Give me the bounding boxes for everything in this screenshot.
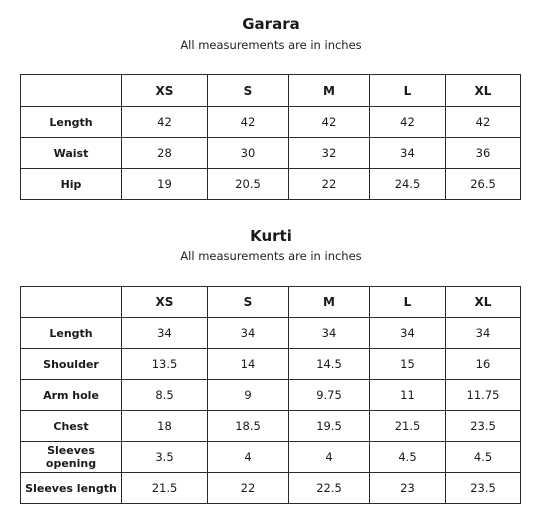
table-row [21, 473, 521, 504]
table-cell: 19.5 [289, 411, 370, 442]
header-cell-m: M [289, 287, 370, 318]
table-cell: 36 [446, 138, 521, 169]
garara-size-table [20, 74, 521, 200]
table-cell: 32 [289, 138, 370, 169]
garara-subtitle: All measurements are in inches [180, 38, 362, 52]
table-row [21, 169, 521, 200]
table-row [21, 138, 521, 169]
table-cell: 34 [370, 318, 446, 349]
table-cell: 11.75 [446, 380, 521, 411]
row-label: Length [21, 107, 122, 138]
table-cell: 23 [370, 473, 446, 504]
kurti-subtitle: All measurements are in inches [180, 249, 362, 263]
header-cell-xs: XS [122, 287, 208, 318]
row-label: Hip [21, 169, 122, 200]
table-row [21, 318, 521, 349]
table-cell: 14.5 [289, 349, 370, 380]
row-label: Length [21, 318, 122, 349]
header-cell-empty [21, 287, 122, 318]
table-cell: 34 [208, 318, 289, 349]
table-row [21, 411, 521, 442]
table-row [21, 107, 521, 138]
table-cell: 23.5 [446, 473, 521, 504]
header-cell-xs: XS [122, 75, 208, 107]
table-cell: 26.5 [446, 169, 521, 200]
table-row [21, 442, 521, 473]
header-cell-s: S [208, 287, 289, 318]
header-cell-xl: XL [446, 75, 521, 107]
kurti-size-table [20, 286, 521, 504]
table-cell: 42 [122, 107, 208, 138]
table-cell: 4 [289, 442, 370, 473]
table-cell: 22 [208, 473, 289, 504]
kurti-title: Kurti [250, 227, 292, 245]
row-label: Arm hole [21, 380, 122, 411]
table-header-row [21, 287, 521, 318]
table-cell: 22.5 [289, 473, 370, 504]
table-cell: 21.5 [122, 473, 208, 504]
table-cell: 9.75 [289, 380, 370, 411]
header-cell-empty [21, 75, 122, 107]
table-cell: 30 [208, 138, 289, 169]
table-header-row [21, 75, 521, 107]
table-cell: 18 [122, 411, 208, 442]
table-cell: 42 [446, 107, 521, 138]
table-cell: 9 [208, 380, 289, 411]
table-cell: 11 [370, 380, 446, 411]
header-cell-s: S [208, 75, 289, 107]
table-row [21, 349, 521, 380]
table-cell: 42 [208, 107, 289, 138]
table-cell: 19 [122, 169, 208, 200]
table-cell: 20.5 [208, 169, 289, 200]
table-cell: 42 [289, 107, 370, 138]
header-cell-m: M [289, 75, 370, 107]
table-cell: 8.5 [122, 380, 208, 411]
table-cell: 34 [122, 318, 208, 349]
row-label: Waist [21, 138, 122, 169]
table-cell: 42 [370, 107, 446, 138]
table-cell: 34 [289, 318, 370, 349]
table-cell: 15 [370, 349, 446, 380]
table-cell: 28 [122, 138, 208, 169]
header-cell-xl: XL [446, 287, 521, 318]
table-cell: 21.5 [370, 411, 446, 442]
table-cell: 22 [289, 169, 370, 200]
row-label: Chest [21, 411, 122, 442]
table-cell: 4 [208, 442, 289, 473]
table-cell: 23.5 [446, 411, 521, 442]
row-label: Shoulder [21, 349, 122, 380]
table-cell: 14 [208, 349, 289, 380]
garara-title: Garara [242, 15, 300, 33]
table-cell: 34 [446, 318, 521, 349]
table-cell: 4.5 [446, 442, 521, 473]
table-cell: 13.5 [122, 349, 208, 380]
table-cell: 24.5 [370, 169, 446, 200]
row-label: Sleeves length [21, 473, 122, 504]
table-row [21, 380, 521, 411]
table-cell: 3.5 [122, 442, 208, 473]
table-cell: 16 [446, 349, 521, 380]
row-label: Sleeves opening [21, 442, 122, 473]
header-cell-l: L [370, 287, 446, 318]
header-cell-l: L [370, 75, 446, 107]
table-cell: 34 [370, 138, 446, 169]
table-cell: 18.5 [208, 411, 289, 442]
table-cell: 4.5 [370, 442, 446, 473]
